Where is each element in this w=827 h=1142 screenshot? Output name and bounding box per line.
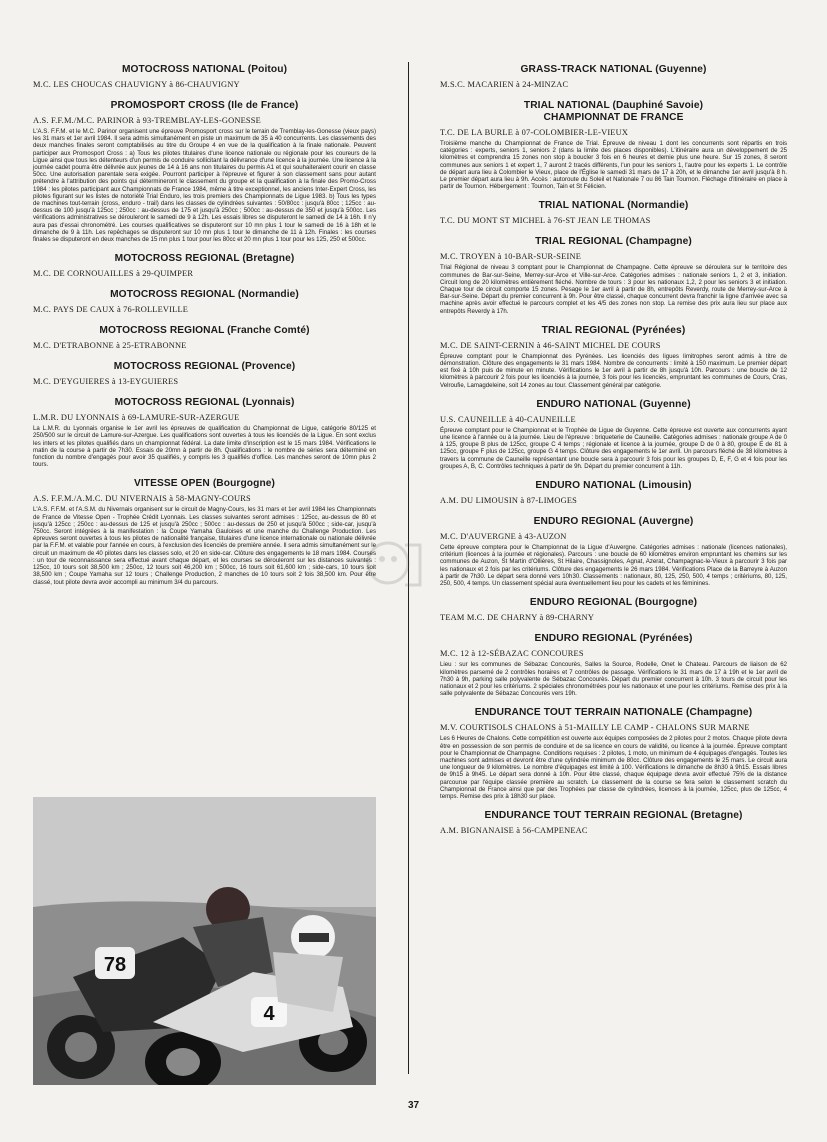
event-section [33,289,376,315]
event-description: Les 6 Heures de Chalons. Cette compétition est ouverte aux équipes composées de 2 pilotes pour 2 motos. Chaque pilote devra être en possession de son permis de conduire et de sa licence en cours de validité, ou licence à la journée. Épreuve comptant pour le Championnat de Champagne. Conditions requises : 2 pilotes, 1 moto, un minimum de 4 équipages d'engagés. Toutes les machines sont admises et devront être d'une cylindrée minimum de 80cc. Clôture des engagements le 25 mars. Le circuit aura une longueur de 9 kilomètres. Le nombre d'équipages est limité à 100. Vérifications le dimanche de 8h30 à 9h15. Essais libres de 9h15 à 9h45. Le départ sera donné à 10h. Pour être classé, chaque équipage devra avoir effectué 75% de la distance parcourue par l'équipe classée première au scratch. Le classement de la course se fera selon le classement scratch du Championnat de France ainsi que par des Trophées par classe de cylindrées, licences à la journée, 125cc, plus de 125cc, 4 temps. Remise des prix à 18h30 sur place. [440,735,787,800]
organizer-club: M.C. LES CHOUCAS CHAUVIGNY à 86-CHAUVIGNY [33,80,240,89]
rider-number-back: 78 [103,954,127,976]
right-column [440,58,787,846]
event-section [440,810,787,836]
event-heading: GRASS-TRACK NATIONAL (Guyenne) [520,64,707,75]
event-heading: MOTOCROSS REGIONAL (Provence) [113,361,296,373]
page-number: 37 [407,1100,420,1111]
event-heading: ENDURO REGIONAL (Bourgogne) [529,597,698,609]
organizer-club: M.C. D'ETRABONNE à 25-ETRABONNE [33,341,187,351]
event-section [440,200,787,226]
event-section [440,516,787,587]
event-description: Cette épreuve comptera pour le Championnat de la Ligue d'Auvergne. Catégories admises : nationale (licences nationales), critérium (licences à la journée et régionales). Parcours : une boucle de 60 kilomètres environ empruntant les chemins sur les communes de Auzon, St Martin d'Ollières, St Hilaire, Chassignoles, Agnat, Azerat, Champagnac-le-Vieux à parcourir 3 fois par les nationaux et 2 fois par les critériums. Clôture des engagements le 26 mars 1984. Vérifications Place de la Barreyre à Auzon à partir de 7h30. Le départ sera donné vers 10h30. Classements : nationaux, 80, 125, 250, 500, 4 temps ; critériums, 80, 125, 250, 500, 4 temps. Un classement spécial aura éventuellement lieu pour les cadets et les féminines. [440,544,787,588]
event-heading: ENDURANCE TOUT TERRAIN NATIONALE (Champagne) [474,707,753,719]
event-section [33,100,376,243]
left-column [33,58,376,596]
event-description: Trial Régional de niveau 3 comptant pour le Championnat de Champagne. Cette épreuve se déroulera sur le territoire des communes de Bar-sur-Seine, Merrey-sur-Arce et Ville-sur-Arce. Catégories admises : nationale seniors 1, 2 et 3, initiation. Circuit long de 20 kilomètres entièrement fléché. Nombre de tours : 3 pour les nationaux 1,2, 2 pour les seniors 3 et initiation. Chaque tour de circuit comporte 15 zones. Pesage le 1er avril à partir de 8h, entrepôts Reverdy, route de Merrey-sur-Arce à Bar-sur-Seine. Départ du premier concurrent à 9h. Pour être classé, chaque concurrent devra franchir la ligne d'arrivée avec sa machine après avoir effectué le parcours complet et les 4/5 des zones non stop. La remise des prix aura lieu sur place aux entrepôts Reverdy à 17h. [440,264,787,315]
event-heading: TRIAL REGIONAL (Pyrénées) [541,324,686,336]
event-section [33,361,376,387]
event-heading: ENDURANCE TOUT TERRAIN REGIONAL (Bretagne) [484,810,743,822]
organizer-club: M.C. D'AUVERGNE à 43-AUZON [440,532,567,542]
event-heading: VITESSE OPEN (Bourgogne) [133,478,276,490]
organizer-club: A.M. DU LIMOUSIN à 87-LIMOGES [440,496,577,506]
organizer-club: A.S. F.F.M./A.M.C. DU NIVERNAIS à 58-MAGNY-COURS [33,494,251,504]
event-section [440,100,787,190]
event-section [33,64,376,90]
event-heading: MOTOCROSS NATIONAL (Poitou) [121,64,288,75]
event-section [33,397,376,468]
event-heading: TRIAL NATIONAL (Dauphiné Savoie) [523,100,704,111]
event-section [440,597,787,623]
organizer-club: M.S.C. MACARIEN à 24-MINZAC [440,80,569,89]
motorcycle-racing-photo [33,797,376,1085]
organizer-club: M.C. D'EYGUIERES à 13-EYGUIERES [33,377,179,387]
organizer-club: T.C. DE LA BURLE à 07-COLOMBIER-LE-VIEUX [440,128,629,137]
event-description: La L.M.R. du Lyonnais organise le 1er avril les épreuves de qualification du Championnat de Ligue, catégorie 80/125 et 250/500 sur le circuit de Lamure-sur-Azergue. Les qualifications sont ouvertes à tous les licenciés de la Ligue. En sont exclus les inters et les pilotes qualifiés dans un championnat fédéral. La date limite d'inscription est le 15 mars 1984. Vérifications le matin de la course à partir de 7h30. Essais de 20mn à partir de 8h. Qualifications : le nombre de séries sera déterminé en fonction du nombre d'engagés pour avoir 35 qualifiés, y compris les 3 qualifiés d'office. Les manches seront de 10mn plus 2 tours. [33,425,376,469]
event-description: Épreuve comptant pour le Championnat et le Trophée de Ligue de Guyenne. Cette épreuve est ouverte aux concurrents ayant une licence à l'année ou à la journée. Lieu de l'épreuve : briqueterie de Cauneille. Catégories admises : nationale groupe A de 0 à 125, groupe B plus de 125cc, groupe C 4 temps ; régionale et licence à la journée, groupe D de 0 à 80, groupe E de 81 à 125cc, groupe F plus de 125cc, groupe G 4 temps. Clôture des engagements le 1er avril. Un parcours fléché de 38 kilomètres à travers la commune de Cauneille représentant une boucle sera à parcourir 3 fois pour les groupes D, E, F, G et 4 fois pour les groupes A, B, C. Contrôles techniques à partir de 9h. Départ du premier concurrent à 11h. [440,426,787,470]
event-description: L'A.S. F.F.M. et l'A.S.M. du Nivernais organisent sur le circuit de Magny-Cours, les 31 mars et 1er avril 1984 les Championnats de France de Vitesse Open - Trophée Crédit Lyonnais. Les classes suivantes seront admises : 125cc, au-dessus de 80 et jusqu'à 125cc ; 250cc : au-dessus de 125 et jusqu'à 250cc ; 500cc : au-dessus de 250 et jusqu'à 500cc ; side-car, jusqu'à 750cc. Seront intégrées à la manifestation : la Coupe Yamaha Gauloises et une manche du Challenge Production. Les épreuves seront ouvertes à tous les pilotes de nationalité française, titulaires d'une licence internationale ou nationale délivrée par la F.F.M. et valable pour l'année en cours, à l'exclusion des licenciés de première année. Il sera admis simultanément sur le circuit un maximum de 40 pilotes dans les classes solo, et 20 en side-car. Clôture des engagements le 18 mars 1984. Courses : un tour de reconnaissance sera effectué avant chaque départ, et les courses se dérouleront sur les distances suivantes : 125cc, 10 tours soit 38,500 km ; 250cc, 12 tours soit 46,200 km ; 500cc, 16 tours soit 61,600 km ; side-cars, 10 tours soit 38,500 km ; Coupe Yamaha sur 12 tours ; Challenge Production, 2 manches de 10 tours soit 2 fois 38,500 km. Pour être classé, tout pilote devra avoir accompli au minimum 3/4 du parcours. [33,506,376,586]
event-description: Troisième manche du Championnat de France de Trial. Épreuve de niveau 1 dont les concurrents sont répartis en trois catégories : experts, seniors 1, seniors 2 (dans la limite des places disponibles). L'itinéraire aura un développement de 25 kilomètres et comprendra 15 zones non stop à boucler 3 fois en 6 heures et demie plus une heure. Sur 15 zones, 8 seront communes aux seniors 1 et expert 1, 7 auront 2 tracés différents, l'un pour les seniors 1, l'autre pour les experts 1. Le contrôle de départ aura lieu à Colombier le Vieux, place de l'Église le samedi 31 mars de 17 à 20h, et le dimanche 1er avril jusqu'à 8 h. Le premier départ aura lieu à 9h. Accès : autoroute du Soleil et Nationale 7 ou 86 Tain Tournon. Fléchage d'itinéraire en place à partir de Tournon. Hébergement : Tournon, Tain et St Félicien. [440,140,787,191]
event-subheading: CHAMPIONNAT DE FRANCE [543,112,684,123]
event-section [440,325,787,389]
event-section [440,707,787,800]
event-section [33,478,376,585]
organizer-club: M.C. DE SAINT-CERNIN à 46-SAINT MICHEL DE COURS [440,340,661,350]
organizer-club: M.C. 12 à 12-SÉBAZAC CONCOURES [440,649,584,659]
event-heading: TRIAL NATIONAL (Normandie) [538,200,689,212]
organizer-club: L.M.R. DU LYONNAIS à 69-LAMURE-SUR-AZERGUE [33,413,240,423]
event-section [440,236,787,314]
organizer-club: M.C. DE CORNOUAILLES à 29-QUIMPER [33,269,194,279]
event-heading: MOTOCROSS REGIONAL (Normandie) [110,289,299,301]
event-heading: ENDURO REGIONAL (Auvergne) [533,516,694,528]
event-heading: TRIAL REGIONAL (Champagne) [535,236,692,248]
organizer-club: A.S. F.F.M./M.C. PARINOR à 93-TREMBLAY-LES-GONESSE [33,116,261,125]
event-heading: ENDURO NATIONAL (Limousin) [535,480,692,492]
event-section [33,325,376,351]
event-description: Lieu : sur les communes de Sébazac Concourès, Salles la Source, Rodelle, Onet le Chateau. Parcours de liaison de 62 kilomètres parsemé de 2 contrôles horaires et 7 contrôles de passage. Vérifications le 31 mars de 17 à 19h et le 1er avril de 7h30 à 9h, parking salle polyvalente de Sébazac Concourès. Départ du premier concurrent à 10h. 3 tours de circuit pour les nationaux et 2 pour les critériums. 2 spéciales chronométrées pour les nationaux et une pour les critériums. Remise des prix à la salle polyvalente de Sébazac Concourès vers 19h. [440,661,787,698]
organizer-club: M.V. COURTISOLS CHALONS à 51-MAILLY LE CAMP - CHALONS SUR MARNE [440,723,750,733]
rider-number-front: 4 [263,1003,275,1025]
event-heading: MOTOCROSS REGIONAL (Lyonnais) [114,397,295,409]
event-description: L'A.S. F.F.M. et le M.C. Parinor organisent une épreuve Promosport cross sur le terrain de Tremblay-les-Gonesse (vieux pays) les 31 mars et 1er avril 1984. Il sera admis simultanément en piste un maximum de 35 à 40 concurrents. Les classements des deux manches finales seront comptabilisés au titre du Groupe 4 en vue de la qualification à la finale nationale. Peuvent participer aux Promosport Cross : a) Tous les pilotes titulaires d'une licence nationale ou régionale pour les coureurs de la Ligue ainsi que tous les détenteurs d'un permis de conduire sollicitant la délivrance d'une licence à la journée. Une licence à la journée cadet pourra être délivrée aux jeunes de 14 à 16 ans non titulaires du permis A1 et qui souhaiteraient courir en classe 50cc. Une autorisation parentale sera exigée. Pourront participer à l'épreuve et figurer à son classement sans pour autant prétendre à l'attribution des points qui détermineront le classement du groupe et la qualification à la finale des Promo-Cross 1984 : les pilotes participant aux Championnats de France 1984, même à titre exceptionnel, les anciens Inter-Expert Cross, les pilotes figurant sur les listes de notoriété Trial Enduro, les trois premiers des Championnats de Ligue 1983. b) Tous les types de machines tout-terrain (cross, enduro - trail) dans les classes de cylindrées suivantes : 50/80cc : jusqu'à 80cc ; 125cc : au-dessus de 100 jusqu'à 125cc ; 250cc : au-dessus de 175 et jusqu'à 250cc ; 500cc : au-dessus de 350 et jusqu'à 500cc. Les vérifications administratives se dérouleront le samedi de 9 à 12h. Les essais libres se disputeront le samedi de 14 à 16h. Il n'y aura pas d'essai chronométré. Les courses qualificatives se disputeront sur 10 mn plus 1 tour le samedi de 16 à 18h et le dimanche de 9 à 11h. Les repêchages se disputeront sur 10 mn plus 1 tour le dimanche de 11 à 12h. Finales : les courses finales se disputeront en deux manches de 15 mn plus 1 tour pour les 80cc et 20 mn plus 1 tour pour les 125, 250 et 500cc. [33,128,376,244]
event-description: Épreuve comptant pour le Championnat des Pyrénées. Les licenciés des ligues limitrophes seront admis à titre de démonstration. Clôture des engagements le 31 mars 1984. Nombre de concurrents : limité à 150 maximum. Le premier départ est fixé à 10h puis de minute en minute. Vérifications le 1er avril à partir de 8h jusqu'à 10h. Parcours : une boucle de 12 kilomètres à parcourir 2 fois pour les licenciés à la journée, 3 fois pour les licenciés, empruntant les communes de Cours, Cras, Velroufie, Lamagdeleine, soit 14 zones au tour. Classement général par catégorie. [440,352,787,389]
organizer-club: TEAM M.C. DE CHARNY à 89-CHARNY [440,613,595,623]
event-section [33,253,376,279]
event-heading: ENDURO NATIONAL (Guyenne) [536,398,691,410]
event-section [440,633,787,697]
event-section [440,480,787,506]
organizer-club: U.S. CAUNEILLE à 40-CAUNEILLE [440,414,576,424]
event-section [440,64,787,90]
event-heading: MOTOCROSS REGIONAL (Franche Comté) [99,325,310,337]
event-heading: MOTOCROSS REGIONAL (Bretagne) [114,253,295,265]
organizer-club: A.M. BIGNANAISE à 56-CAMPENEAC [440,826,588,836]
organizer-club: M.C. PAYS DE CAUX à 76-ROLLEVILLE [33,305,189,315]
event-heading: PROMOSPORT CROSS (Ile de France) [110,100,299,111]
organizer-club: M.C. TROYEN à 10-BAR-SUR-SEINE [440,252,582,262]
event-section [440,399,787,470]
event-heading: ENDURO REGIONAL (Pyrénées) [534,633,693,645]
scan-watermark [360,525,430,605]
organizer-club: T.C. DU MONT ST MICHEL à 76-ST JEAN LE THOMAS [440,216,651,226]
